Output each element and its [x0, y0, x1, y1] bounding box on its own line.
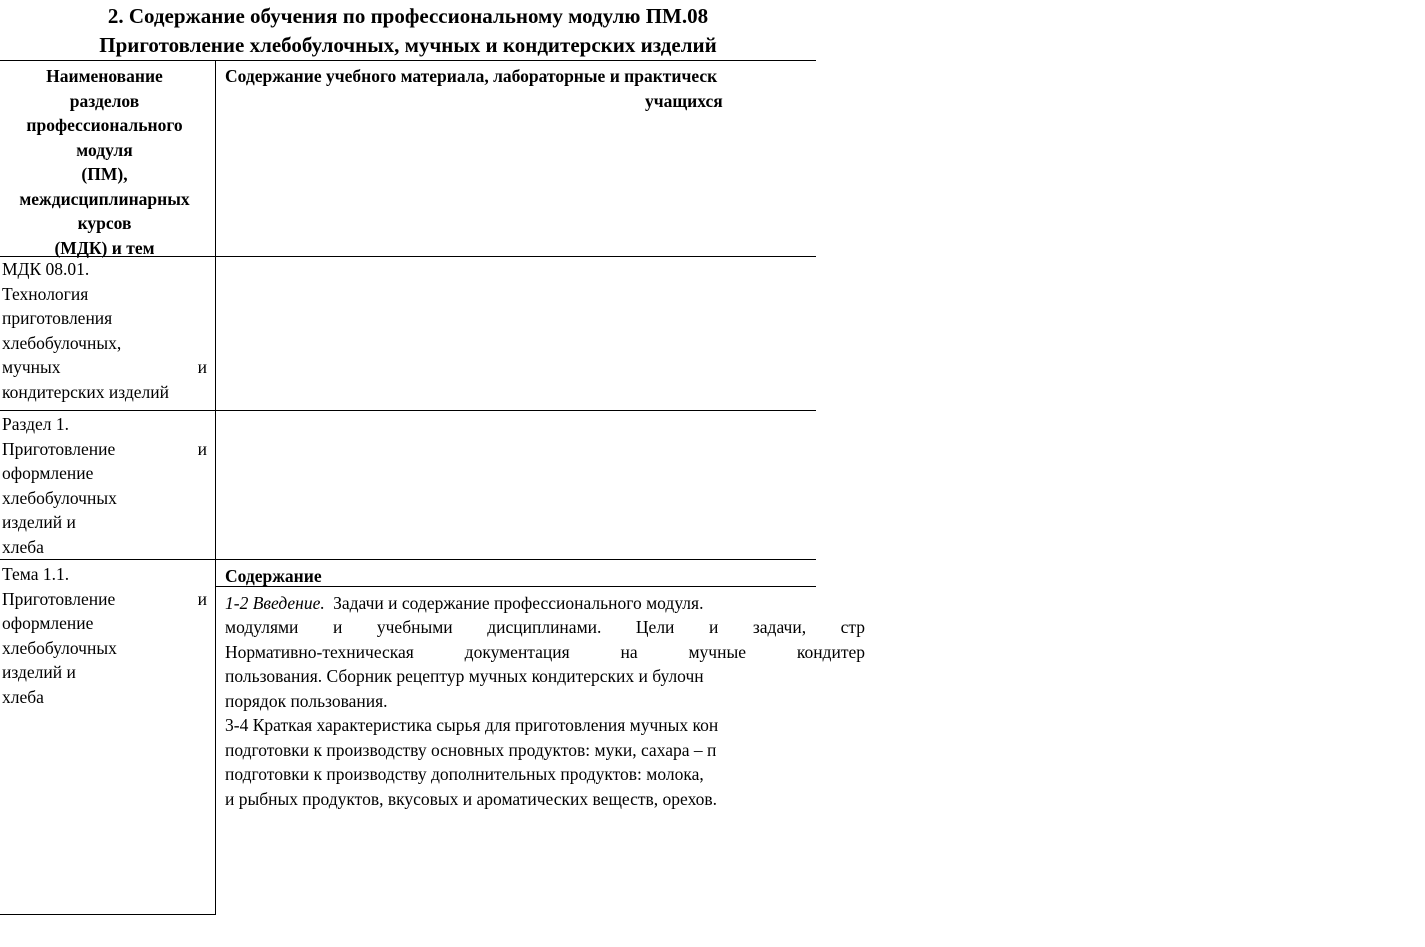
- table-bottom-border: [0, 914, 216, 915]
- tema-line: Тема 1.1.: [2, 564, 70, 584]
- tema-line: изделий и: [2, 662, 76, 682]
- mdk-line: кондитерских изделий: [2, 381, 170, 402]
- mdk-cell: [2, 257, 207, 404]
- mdk-line: хлебобулочных,: [2, 332, 122, 353]
- razdel-line-justified: [2, 437, 207, 462]
- content-word: модулями: [225, 617, 299, 637]
- content-p1-line-1: [225, 591, 1225, 616]
- row-divider-mdk: [0, 410, 816, 411]
- mdk-word: и: [197, 357, 207, 377]
- content-p2-line-1: 3-4 Краткая характеристика сырья для приготовления мучных кон: [225, 715, 719, 735]
- mdk-line: МДК 08.01.: [2, 259, 90, 279]
- content-cell: [225, 564, 1225, 811]
- content-word: и: [332, 617, 343, 637]
- intro-rest: Задачи и содержание профессионального модуля.: [333, 592, 704, 613]
- title-line-2: Приготовление хлебобулочных, мучных и кондитерских изделий: [99, 33, 717, 57]
- content-p1-line-4: пользования. Сборник рецептур мучных кондитерских и булочн: [225, 666, 704, 686]
- content-p1-line-3: [225, 640, 865, 665]
- content-word: на: [620, 641, 638, 662]
- content-p2-line-2: подготовки к производству основных продуктов: муки, сахара – п: [225, 739, 717, 760]
- tema-line: оформление: [2, 613, 94, 633]
- content-word: учебными: [376, 617, 453, 637]
- header-right-cell: [225, 64, 1425, 113]
- mdk-line: приготовления: [2, 308, 113, 328]
- content-p1-line-5: порядок пользования.: [225, 690, 388, 711]
- content-p2-line-3: подготовки к производству дополнительных продуктов: молока,: [225, 764, 704, 784]
- razdel-line: хлеба: [2, 536, 44, 557]
- razdel-line: Раздел 1.: [2, 414, 70, 434]
- header-right-line-1: Содержание учебного материала, лабораторные и практическ: [225, 66, 718, 86]
- row-divider-razdel: [0, 559, 816, 560]
- header-left-line: (ПМ),: [81, 164, 128, 184]
- header-left-line: междисциплинарных: [19, 188, 190, 209]
- content-word: документация: [464, 641, 570, 662]
- razdel-cell: [2, 412, 207, 559]
- header-left-line: Наименование: [46, 66, 163, 86]
- content-word: кондитер: [796, 641, 865, 662]
- razdel-word: и: [197, 438, 207, 459]
- content-word: дисциплинами.: [487, 617, 602, 637]
- header-left-line: курсов: [77, 213, 132, 233]
- content-word: Нормативно-техническая: [225, 641, 414, 662]
- mdk-word: мучных: [2, 357, 61, 377]
- content-word: и: [708, 617, 719, 637]
- header-left-cell: [2, 64, 207, 260]
- header-right-line-2: учащихся: [645, 90, 723, 111]
- content-p1-line-2: [225, 615, 865, 640]
- title-line-1: 2. Содержание обучения по профессиональному модулю ПМ.08: [107, 4, 709, 28]
- header-left-line: (МДК) и тем: [54, 237, 155, 258]
- tema-line: хлеба: [2, 686, 44, 707]
- column-divider: [215, 60, 216, 915]
- razdel-line: изделий и: [2, 512, 76, 532]
- tema-line-justified: [2, 587, 207, 612]
- intro-label: 1-2 Введение.: [225, 592, 325, 613]
- mdk-line-justified: [2, 355, 207, 380]
- content-word: Цели: [635, 617, 675, 637]
- razdel-line: хлебобулочных: [2, 487, 117, 508]
- tema-word: Приготовление: [2, 588, 116, 609]
- razdel-word: Приготовление: [2, 438, 116, 459]
- tema-line: хлебобулочных: [2, 637, 117, 658]
- razdel-line: оформление: [2, 463, 94, 483]
- header-left-line: модуля: [76, 139, 133, 160]
- content-word: мучные: [688, 641, 747, 662]
- content-word: задачи,: [752, 617, 807, 637]
- tema-word: и: [197, 588, 207, 609]
- header-left-line: разделов: [69, 90, 140, 111]
- content-p2-line-4: и рыбных продуктов, вкусовых и ароматических веществ, орехов.: [225, 788, 718, 809]
- document-title: [0, 2, 816, 60]
- tema-cell: [2, 562, 207, 709]
- mdk-line: Технология: [2, 283, 89, 304]
- header-left-line: профессионального: [26, 115, 183, 135]
- content-word: стр: [840, 617, 865, 637]
- content-heading: Содержание: [225, 566, 322, 586]
- table-top-border: [0, 60, 816, 61]
